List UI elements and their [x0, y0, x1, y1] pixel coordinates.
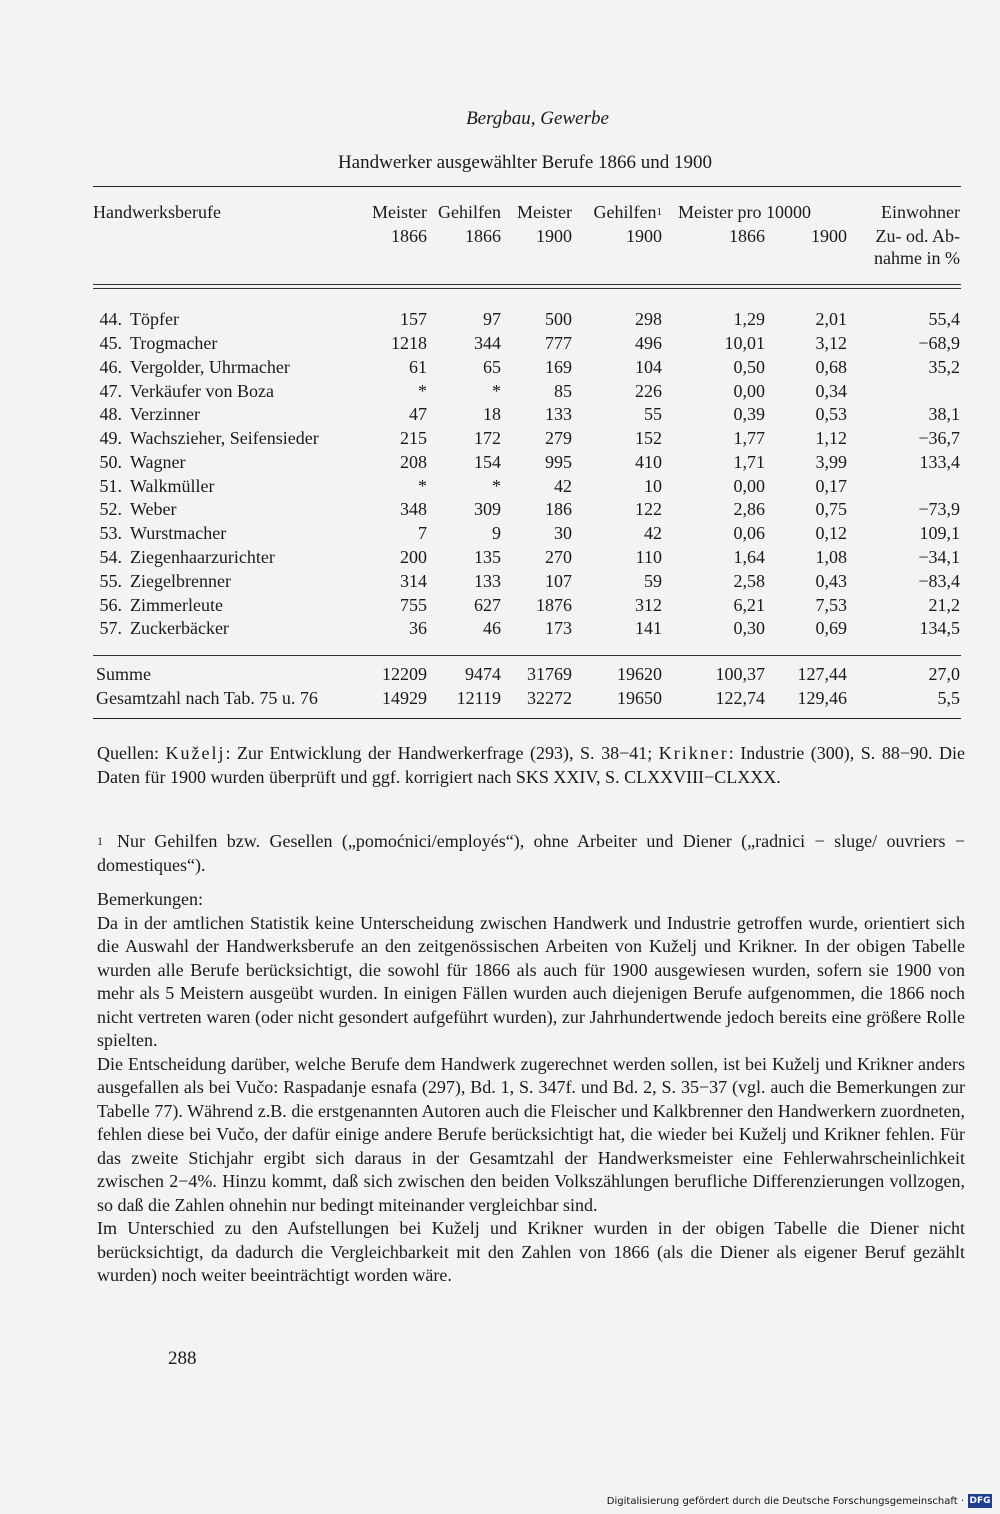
header-c7-top: Einwohner — [881, 202, 960, 222]
remarks — [97, 888, 965, 1288]
table-row: 48. Verzinner 47 18 133 55 0,39 0,53 38,1 — [99, 404, 960, 424]
header-per-10000: Meister pro 10000 — [678, 202, 811, 222]
header-c1-top: Meister — [372, 202, 427, 222]
sources-note: Quellen: Kuželj: Zur Entwicklung der Handwerkerfrage (293), S. 38−41; Krikner: Industrie (300), S. 88−90. Die Daten für 1900 wurden überprüft und ggf. korrigiert nach SKS XXIV, S. CLXXVIII−CLXXX. — [97, 743, 965, 787]
footnote: $^1$ Nur Gehilfen bzw. Gesellen („pomoćnici/employés“), ohne Arbeiter und Diener („radnici − sluge/ ouvriers − domestiques“). — [97, 831, 965, 875]
totals-row: Gesamtzahl nach Tab. 75 u. 76 14929 12119 32272 19650 122,74 129,46 5,5 — [96, 688, 960, 708]
page-number: 288 — [168, 1348, 197, 1369]
header-c6-bottom: 1900 — [811, 226, 847, 246]
footnote-ref: 1 — [656, 206, 662, 218]
source-author: Krikner — [658, 743, 729, 763]
header-c4-top: Gehilfen$^1$ — [593, 202, 662, 222]
table-row: 54. Ziegenhaarzurichter 200 135 270 110 1,64 1,08 −34,1 — [99, 547, 960, 567]
running-head: Bergbau, Gewerbe — [466, 108, 609, 129]
table-header-rule-2 — [93, 288, 961, 289]
header-c3-bottom: 1900 — [536, 226, 572, 246]
table-row: 45. Trogmacher 1218 344 777 496 10,01 3,12 −68,9 — [99, 333, 960, 353]
header-c7-bottom: nahme in % — [874, 248, 960, 268]
remarks-heading: Bemerkungen: — [97, 889, 203, 909]
dfg-logo: DFG — [969, 1496, 991, 1506]
table-top-rule — [93, 186, 961, 187]
table-row: 49. Wachszieher, Seifensieder 215 172 279 152 1,77 1,12 −36,7 — [99, 428, 960, 448]
table-row: 50. Wagner 208 154 995 410 1,71 3,99 133,4 — [99, 452, 960, 472]
remarks-paragraph: Die Entscheidung darüber, welche Berufe dem Handwerk zugerechnet werden sollen, ist bei Kuželj und Krikner anders ausgefallen als bei Vučo: Raspadanje esnafa (297), Bd. 1, S. 347f. und Bd. 2, S. 35−37 (vgl. auch die Bemerkungen zur Tabelle 77). Während z.B. die erstgenannten Autoren auch die Fleischer und Kalkbrenner den Handwerkern zuordneten, fehlen diese bei Vučo, der dafür einige andere Berufe berücksichtigt hat, die wieder bei Kuželj und Krikner fehlen. Für das zweite Stichjahr ergibt sich daraus in der Gesamtzahl der Handwerksmeister eine Fehlerwahrscheinlichkeit zwischen 2−4%. Hinzu kommt, daß sich zwischen den beiden Volkszählungen berufliche Differenzierungen vollzogen, so daß die Zahlen ohnehin nur bedingt miteinander vergleichbar sind. — [97, 1053, 965, 1215]
table-row: 52. Weber 348 309 186 122 2,86 0,75 −73,9 — [99, 499, 960, 519]
table-body-rule — [93, 655, 961, 656]
table-row: 56. Zimmerleute 755 627 1876 312 6,21 7,53 21,2 — [99, 595, 960, 615]
table-row: 47. Verkäufer von Boza * * 85 226 0,00 0,34 — [99, 381, 847, 401]
table-row: 53. Wurstmacher 7 9 30 42 0,06 0,12 109,1 — [99, 523, 960, 543]
footnote-mark: 1 — [97, 834, 103, 848]
table-row: 44. Töpfer 157 97 500 298 1,29 2,01 55,4 — [99, 309, 960, 329]
table-row: 55. Ziegelbrenner 314 133 107 59 2,58 0,43 −83,4 — [99, 571, 960, 591]
table-row: 57. Zuckerbäcker 36 46 173 141 0,30 0,69 134,5 — [99, 618, 960, 638]
table-title: Handwerker ausgewählter Berufe 1866 und 1900 — [337, 152, 713, 173]
header-c1-bottom: 1866 — [391, 226, 427, 246]
table-bottom-rule — [93, 718, 961, 719]
header-c5-bottom: 1866 — [729, 226, 765, 246]
remarks-paragraph: Da in der amtlichen Statistik keine Unterscheidung zwischen Handwerk und Industrie getroffen wurde, orientiert sich die Auswahl der Handwerksberufe an den zeitgenössischen Arbeiten von Kuželj und Krikner. In der obigen Tabelle wurden alle Berufe berücksichtigt, die sowohl für 1866 als auch für 1900 ausgewiesen wurden, sofern sie 1900 von mehr als 5 Meistern ausgeübt wurden. In einigen Fällen wurden auch diejenigen Berufe aufgenommen, die 1866 noch nicht vertreten waren (oder nicht gesondert aufgeführt wurden), zur Jahrhundertwende jedoch bereits eine größere Rolle spielten. — [97, 912, 965, 1050]
header-c2-bottom: 1866 — [465, 226, 501, 246]
source-author: Kuželj — [165, 743, 226, 763]
header-profession: Handwerksberufe — [93, 202, 221, 222]
header-c2-top: Gehilfen — [438, 202, 501, 222]
table-row: 51. Walkmüller * * 42 10 0,00 0,17 — [99, 476, 847, 496]
table-row: 46. Vergolder, Uhrmacher 61 65 169 104 0,50 0,68 35,2 — [99, 357, 960, 377]
header-c3-top: Meister — [517, 202, 572, 222]
remarks-paragraph: Im Unterschied zu den Aufstellungen bei Kuželj und Krikner wurden in der obigen Tabelle die Diener nicht berücksichtigt, da dadurch die Vergleichbarkeit mit den Zahlen von 1866 (als die Diener als eigener Beruf gezählt wurden) noch weiter beeinträchtigt worden wäre. — [97, 1218, 965, 1285]
digitization-note: Digitalisierung gefördert durch die Deutsche Forschungsgemeinschaft · — [606, 1496, 964, 1507]
header-c4-bottom: 1900 — [626, 226, 662, 246]
header-c7-mid: Zu- od. Ab- — [875, 226, 960, 246]
table-header-rule-1 — [93, 284, 961, 285]
totals-row: Summe 12209 9474 31769 19620 100,37 127,44 27,0 — [96, 664, 960, 684]
